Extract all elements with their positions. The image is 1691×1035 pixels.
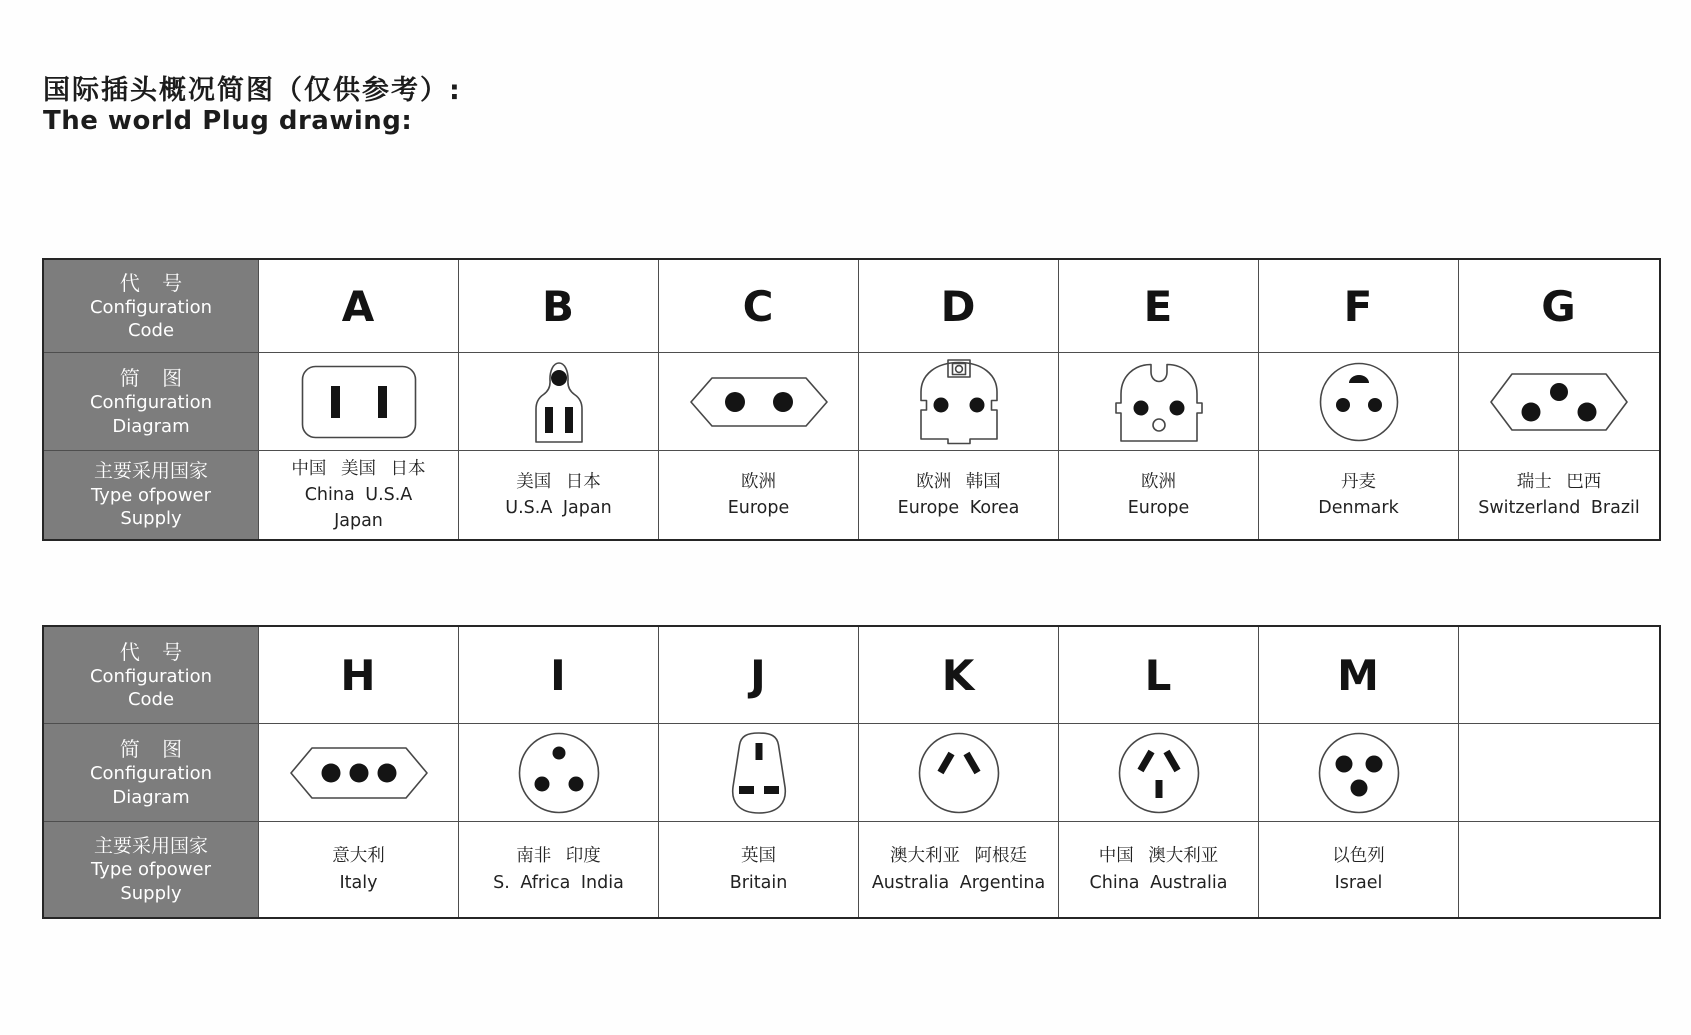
diagram-cell-c [659, 353, 859, 451]
country-cell-a: 中国 美国 日本 China U.S.A Japan [259, 451, 459, 539]
type-m-israeli-plug-icon [1317, 731, 1401, 815]
code-cell-m: M [1259, 627, 1459, 724]
diagram-cell-h [259, 724, 459, 822]
diagram-cell-k [859, 724, 1059, 822]
type-i-south-african-plug-icon [517, 731, 601, 815]
country-cell-b: 美国 日本 U.S.A Japan [459, 451, 659, 539]
code-cell-c: C [659, 260, 859, 353]
type-j-british-plug-icon [719, 731, 799, 815]
code-cell-empty [1459, 627, 1659, 724]
country-cell-c: 欧洲 Europe [659, 451, 859, 539]
country-cell-d: 欧洲 韩国 Europe Korea [859, 451, 1059, 539]
type-b-grounded-two-pin-plug-icon [523, 361, 595, 443]
country-cell-k: 澳大利亚 阿根廷 Australia Argentina [859, 822, 1059, 917]
diagram-cell-f [1259, 353, 1459, 451]
country-cell-i: 南非 印度 S. Africa India [459, 822, 659, 917]
type-k-australian-two-pin-plug-icon [917, 731, 1001, 815]
diagram-cell-l [1059, 724, 1259, 822]
type-a-flat-two-pin-plug-icon [301, 365, 417, 439]
country-cell-f: 丹麦 Denmark [1259, 451, 1459, 539]
page-title-zh: 国际插头概况简图（仅供参考）: [43, 75, 462, 106]
country-cell-g: 瑞士 巴西 Switzerland Brazil [1478, 471, 1640, 518]
type-e-french-plug-icon [1109, 361, 1209, 443]
diagram-cell-j [659, 724, 859, 822]
code-cell-i: I [459, 627, 659, 724]
type-l-australian-earthed-plug-icon [1117, 731, 1201, 815]
code-cell-l: L [1059, 627, 1259, 724]
diagram-cell-a [259, 353, 459, 451]
row-header-code: 代 号 Configuration Code [44, 260, 259, 353]
code-cell-d: D [859, 260, 1059, 353]
row-header-diagram: 简 图 Configuration Diagram [44, 353, 259, 451]
country-cell-e: 欧洲 Europe [1059, 451, 1259, 539]
code-cell-e: E [1059, 260, 1259, 353]
type-f-danish-plug-icon [1318, 361, 1400, 443]
row-header-diagram: 简 图 Configuration Diagram [44, 724, 259, 822]
country-cell-empty [1459, 822, 1659, 917]
type-g-swiss-plug-icon [1490, 370, 1628, 434]
diagram-cell-d [859, 353, 1059, 451]
diagram-cell-m [1259, 724, 1459, 822]
diagram-cell-b [459, 353, 659, 451]
diagram-cell-g [1459, 353, 1659, 451]
code-cell-k: K [859, 627, 1059, 724]
diagram-cell-i [459, 724, 659, 822]
country-cell-j: 英国 Britain [659, 822, 859, 917]
code-cell-b: B [459, 260, 659, 353]
type-d-schuko-plug-icon [909, 359, 1009, 445]
row-header-code: 代 号 Configuration Code [44, 627, 259, 724]
type-h-italian-plug-icon [290, 744, 428, 802]
plug-table-bottom [42, 625, 1661, 919]
code-cell-a: A [259, 260, 459, 353]
diagram-cell-empty [1459, 724, 1659, 822]
plug-table-top [42, 258, 1661, 541]
code-cell-f: F [1259, 260, 1459, 353]
country-cell-h: 意大利 Italy [259, 822, 459, 917]
type-c-europlug-icon [690, 375, 828, 429]
code-cell-g: G [1459, 260, 1659, 353]
country-cell-m: 以色列 Israel [1259, 822, 1459, 917]
page-title-en: The world Plug drawing: [43, 106, 413, 136]
code-cell-h: H [259, 627, 459, 724]
code-cell-j: J [659, 627, 859, 724]
diagram-cell-e [1059, 353, 1259, 451]
row-header-supply: 主要采用国家 Type ofpower Supply [44, 822, 259, 917]
country-cell-l: 中国 澳大利亚 China Australia [1059, 822, 1259, 917]
row-header-supply: 主要采用国家 Type ofpower Supply [44, 451, 259, 539]
